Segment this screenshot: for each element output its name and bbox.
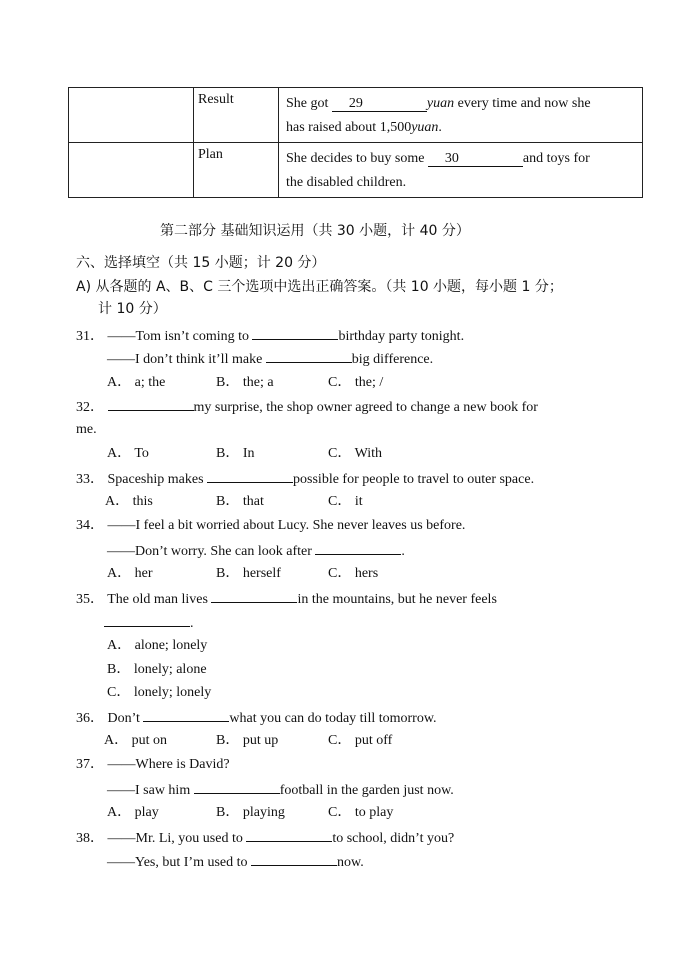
answer-blank [194, 780, 280, 794]
question-31: 31． ——Tom isn’t coming to birthday party tonight. [76, 326, 464, 346]
section-instructions: A) 从各题的 A、B、C 三个选项中选出正确答案。（共 10 小题，每小题 1 分； [76, 279, 563, 295]
answer-blank [252, 326, 338, 340]
option-b: B． lonely; alone [107, 662, 207, 677]
option-a: A． play [107, 805, 159, 820]
question-38: 38． ——Mr. Li, you used to to school, didn’t you? [76, 828, 454, 848]
option-a: A． this [105, 494, 153, 509]
table-cell-empty [69, 88, 194, 143]
info-table [68, 87, 643, 198]
question-number: 31． [76, 329, 104, 344]
table-cell-label: Result [194, 88, 279, 143]
option-a: A． her [107, 566, 153, 581]
option-b: B． put up [216, 733, 279, 748]
answer-blank [211, 589, 297, 603]
answer-blank: 29 [332, 96, 427, 112]
answer-blank: 30 [428, 151, 523, 167]
option-c: C． With [328, 446, 383, 461]
table-cell-content: She decides to buy some 30 and toys for the disabled children. [279, 143, 643, 198]
question-37: 37． ——Where is David? [76, 757, 230, 772]
option-b: B． In [216, 446, 255, 461]
option-a: A． a; the [107, 375, 166, 390]
option-c: C． it [328, 494, 363, 509]
option-c: C． hers [328, 566, 379, 581]
question-33: 33． Spaceship makes possible for people to travel to outer space. [76, 469, 534, 489]
question-number: 38． [76, 831, 104, 846]
question-35: 35． The old man lives in the mountains, but he never feels [76, 589, 497, 609]
table-row [69, 143, 643, 198]
question-36: 36． Don’t what you can do today till tomorrow. [76, 708, 437, 728]
answer-blank [266, 349, 352, 363]
part-title: 第二部分 基础知识运用（共 30 小题，计 40 分） [160, 223, 470, 239]
option-a: A． alone; lonely [107, 638, 208, 653]
answer-blank [108, 397, 194, 411]
question-37-line2: ——I saw him football in the garden just now. [107, 780, 454, 800]
answer-blank [104, 613, 190, 627]
question-31-line2: ——I don’t think it’ll make big difference. [107, 349, 433, 369]
question-38-line2: ——Yes, but I’m used to now. [107, 852, 364, 872]
question-35-line2: . [104, 613, 194, 633]
option-b: B． that [216, 494, 264, 509]
question-number: 34． [76, 518, 104, 533]
option-b: B． herself [216, 566, 281, 581]
question-34-line2: ——Don’t worry. She can look after . [107, 541, 405, 561]
section-title: 六、选择填空（共 15 小题；计 20 分） [76, 255, 326, 271]
answer-blank [207, 469, 293, 483]
table-row [69, 88, 643, 143]
question-32: 32． my surprise, the shop owner agreed to change a new book for [76, 397, 538, 417]
question-number: 32． [76, 400, 104, 415]
option-c: C． to play [328, 805, 394, 820]
table-cell-label: Plan [194, 143, 279, 198]
question-number: 36． [76, 711, 104, 726]
question-number: 33． [76, 472, 104, 487]
question-34: 34． ——I feel a bit worried about Lucy. She never leaves us before. [76, 518, 466, 533]
answer-blank [251, 852, 337, 866]
option-a: A． put on [104, 733, 167, 748]
answer-blank [315, 541, 401, 555]
option-a: A． To [107, 446, 149, 461]
table-cell-content: She got 29 yuan every time and now she has raised about 1,500yuan. [279, 88, 643, 143]
answer-blank [246, 828, 332, 842]
answer-blank [143, 708, 229, 722]
question-32-cont: me. [76, 422, 97, 437]
option-b: B． the; a [216, 375, 274, 390]
section-instructions-cont: 计 10 分） [98, 301, 167, 317]
table-cell-empty [69, 143, 194, 198]
option-c: C． the; / [328, 375, 384, 390]
question-number: 35． [76, 592, 104, 607]
option-c: C． put off [328, 733, 393, 748]
option-c: C． lonely; lonely [107, 685, 212, 700]
question-number: 37． [76, 757, 104, 772]
option-b: B． playing [216, 805, 285, 820]
